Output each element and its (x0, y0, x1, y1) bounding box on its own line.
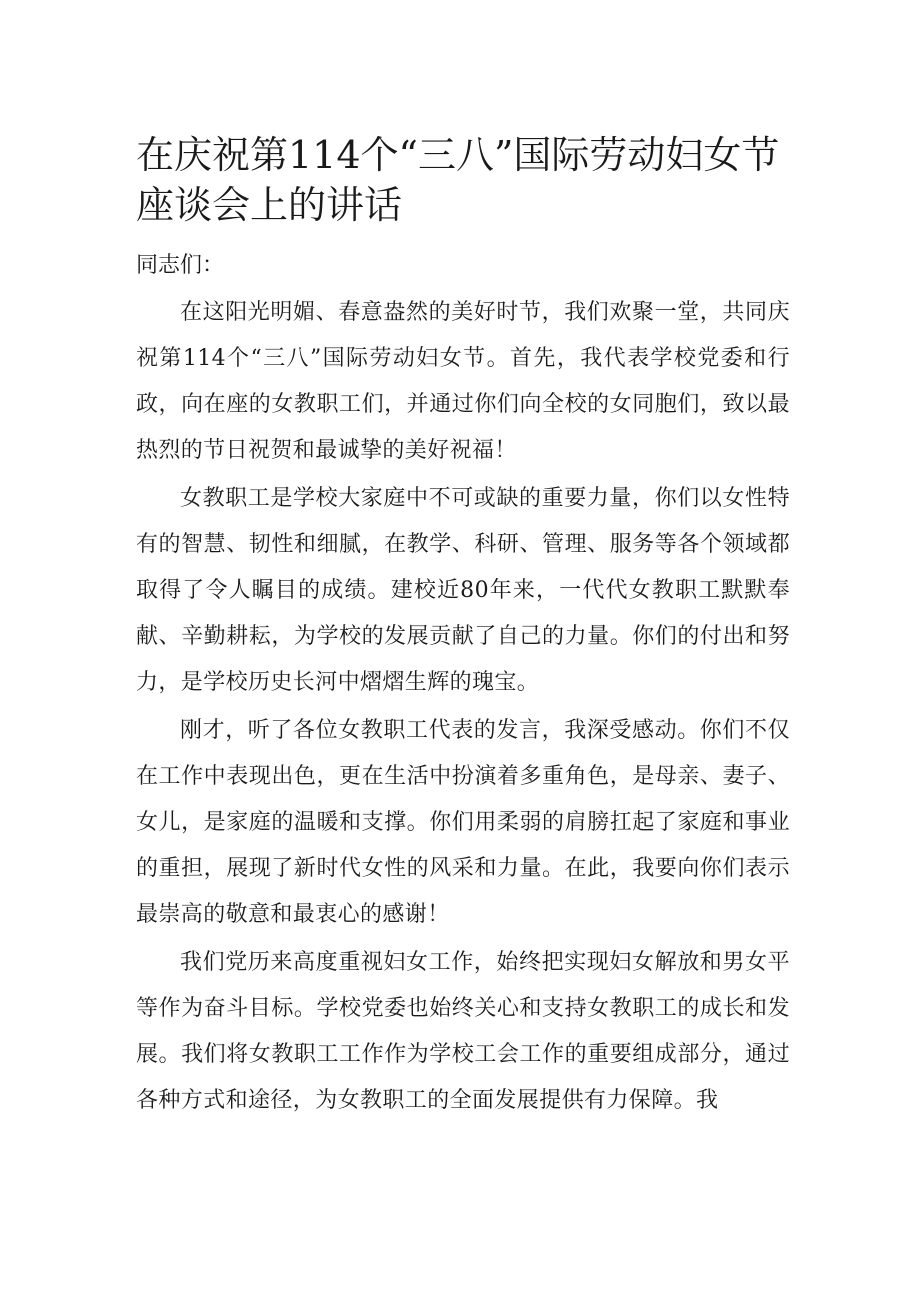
document-body (136, 290, 790, 1126)
salutation: 同志们： (136, 253, 225, 278)
paragraph-4: 我们党历来高度重视妇女工作，始终把实现妇女解放和男女平等作为奋斗目标。学校党委也始终关心和支持女教职工的成长和发展。我们将女教职工工作作为学校工会工作的重要组成部分，通过各种方式和途径，为女教职工的全面发展提供有力保障。我 (136, 950, 790, 1113)
paragraph-3: 刚才，听了各位女教职工代表的发言，我深受感动。你们不仅在工作中表现出色，更在生活中扮演着多重角色，是母亲、妻子、女儿，是家庭的温暖和支撑。你们用柔弱的肩膀扛起了家庭和事业的重担，展现了新时代女性的风采和力量。在此，我要向你们表示最崇高的敬意和最衷心的感谢！ (136, 718, 790, 927)
document-title: 在庆祝第114个“三八”国际劳动妇女节座谈会上的讲话 (136, 133, 780, 227)
paragraph-1: 在这阳光明媚、春意盎然的美好时节，我们欢聚一堂，共同庆祝第114个“三八”国际劳动妇女节。首先，我代表学校党委和行政，向在座的女教职工们，并通过你们向全校的女同胞们，致以最热烈的节日祝贺和最诚挚的美好祝福！ (136, 300, 790, 463)
paragraph-2: 女教职工是学校大家庭中不可或缺的重要力量，你们以女性特有的智慧、韧性和细腻，在教学、科研、管理、服务等各个领域都取得了令人瞩目的成绩。建校近80年来，一代代女教职工默默奉献、辛勤耕耘，为学校的发展贡献了自己的力量。你们的付出和努力，是学校历史长河中熠熠生辉的瑰宝。 (136, 486, 790, 695)
